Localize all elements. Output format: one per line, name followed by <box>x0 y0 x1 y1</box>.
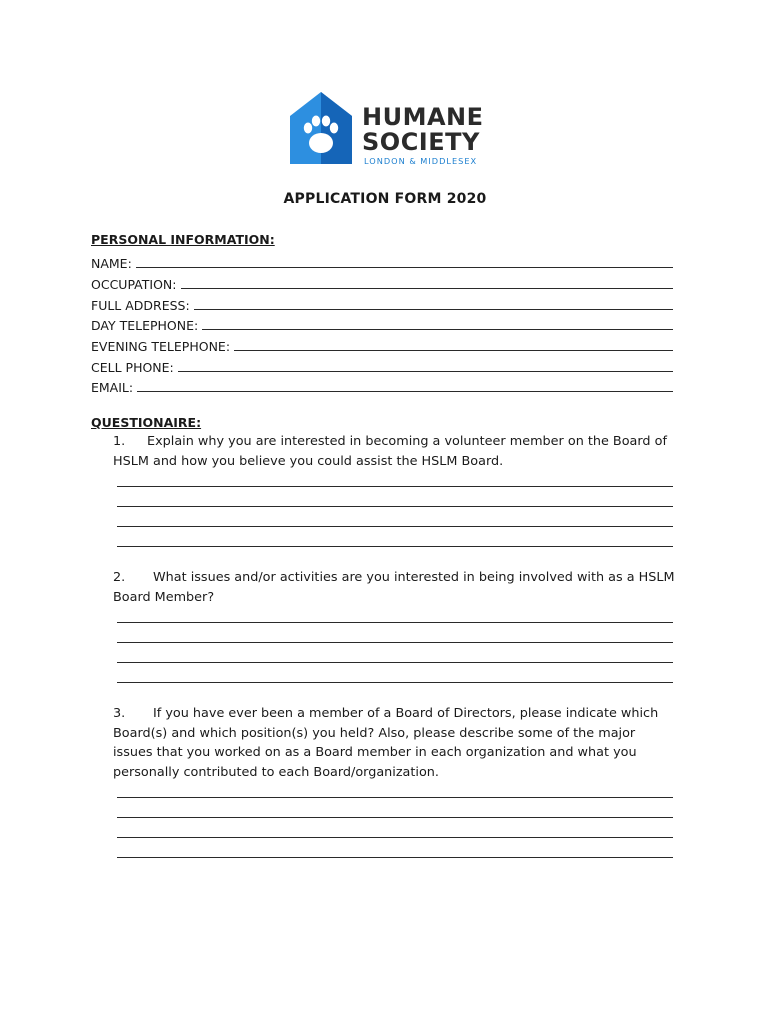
logo-society-text: SOCIETY <box>362 128 480 156</box>
question-1-answer-line[interactable] <box>117 506 673 507</box>
question-2 <box>113 568 675 607</box>
cell-phone-field[interactable] <box>91 357 673 375</box>
evening-telephone-field[interactable] <box>91 336 673 354</box>
questionnaire-heading: QUESTIONAIRE: <box>91 415 202 430</box>
email-field[interactable] <box>91 377 673 395</box>
question-3 <box>113 704 675 782</box>
full-address-field[interactable] <box>91 295 673 313</box>
question-2-answer-line[interactable] <box>117 642 673 643</box>
question-3-answer-line[interactable] <box>117 837 673 838</box>
evening-telephone-input-line[interactable] <box>234 337 673 351</box>
question-1-answer-line[interactable] <box>117 546 673 547</box>
logo-subtitle: LONDON & MIDDLESEX <box>364 156 478 166</box>
name-field[interactable] <box>91 253 673 271</box>
logo-humane-text: HUMANE <box>362 103 484 131</box>
full-address-input-line[interactable] <box>194 296 673 310</box>
question-3-answer-line[interactable] <box>117 857 673 858</box>
question-2-number: 2. <box>113 570 126 585</box>
question-2-text: What issues and/or activities are you interested in being involved with as a HSLM Board Member? <box>113 570 675 605</box>
day-telephone-label: DAY TELEPHONE: <box>91 318 199 333</box>
day-telephone-field[interactable] <box>91 315 673 333</box>
cell-phone-input-line[interactable] <box>178 358 673 372</box>
question-2-answer-line[interactable] <box>117 662 673 663</box>
name-label: NAME: <box>91 256 132 271</box>
cell-phone-label: CELL PHONE: <box>91 360 174 375</box>
day-telephone-input-line[interactable] <box>202 316 673 330</box>
personal-information-heading: PERSONAL INFORMATION: <box>91 232 275 247</box>
occupation-input-line[interactable] <box>181 275 674 289</box>
question-3-answer-line[interactable] <box>117 797 673 798</box>
question-1-text: Explain why you are interested in becoming a volunteer member on the Board of HSLM and how you believe you could assist the HSLM Board. <box>113 434 667 469</box>
occupation-label: OCCUPATION: <box>91 277 177 292</box>
full-address-label: FULL ADDRESS: <box>91 298 190 313</box>
question-1-answer-line[interactable] <box>117 486 673 487</box>
question-1 <box>113 432 675 471</box>
occupation-field[interactable] <box>91 274 673 292</box>
email-label: EMAIL: <box>91 380 134 395</box>
question-3-text: If you have ever been a member of a Board of Directors, please indicate which Board(s) and which position(s) you held? Also, please describe some of the major issues that you worked on as a Board member in each organization and what you personally contributed to each Board/organization. <box>113 706 659 780</box>
form-title: APPLICATION FORM 2020 <box>283 191 487 207</box>
question-3-number: 3. <box>113 706 126 721</box>
email-input-line[interactable] <box>137 378 673 392</box>
question-3-answer-line[interactable] <box>117 817 673 818</box>
name-input-line[interactable] <box>136 254 673 268</box>
question-2-answer-line[interactable] <box>117 682 673 683</box>
question-1-number: 1. <box>113 434 126 449</box>
question-2-answer-line[interactable] <box>117 622 673 623</box>
question-1-answer-line[interactable] <box>117 526 673 527</box>
evening-telephone-label: EVENING TELEPHONE: <box>91 339 231 354</box>
